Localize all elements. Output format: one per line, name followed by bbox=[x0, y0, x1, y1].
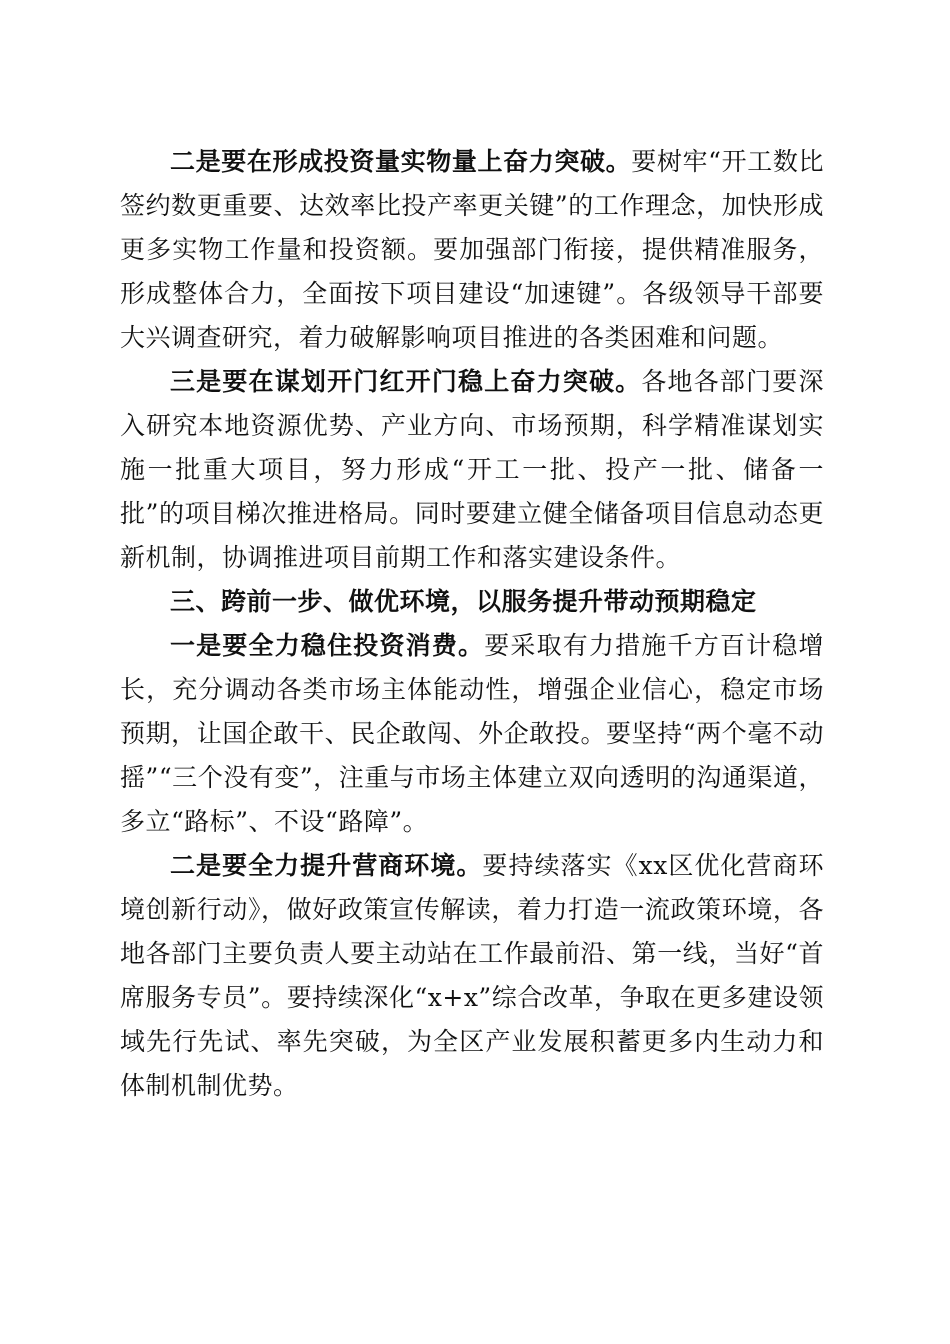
paragraph-good-start bbox=[120, 360, 824, 580]
paragraph-investment-consumption bbox=[120, 624, 824, 844]
paragraph-investment-volume bbox=[120, 140, 824, 360]
paragraph-text: 要采取有力措施千方百计稳增长，充分调动各类市场主体能动性，增强企业信心，稳定市场预期，让国企敢干、民企敢闯、外企敢投。要坚持“两个毫不动摇”“三个没有变”，注重与市场主体建立双向透明的沟通渠道，多立“路标”、不设“路障”。 bbox=[120, 631, 824, 836]
document-body bbox=[120, 140, 824, 1108]
paragraph-text: 要树牢“开工数比签约数更重要、达效率比投产率更关键”的工作理念，加快形成更多实物工作量和投资额。要加强部门衔接，提供精准服务，形成整体合力，全面按下项目建设“加速键”。各级领导干部要大兴调查研究，着力破解影响项目推进的各类困难和问题。 bbox=[120, 147, 824, 352]
paragraph-text: 各地各部门要深入研究本地资源优势、产业方向、市场预期，科学精准谋划实施一批重大项目，努力形成“开工一批、投产一批、储备一批”的项目梯次推进格局。同时要建立健全储备项目信息动态更新机制，协调推进项目前期工作和落实建设条件。 bbox=[120, 367, 824, 572]
paragraph-lead: 一是要全力稳住投资消费。 bbox=[170, 631, 485, 660]
section-heading: 三、跨前一步、做优环境，以服务提升带动预期稳定 bbox=[170, 587, 757, 616]
paragraph-lead: 三是要在谋划开门红开门稳上奋力突破。 bbox=[170, 367, 642, 396]
paragraph-lead: 二是要在形成投资量实物量上奋力突破。 bbox=[170, 147, 632, 176]
paragraph-text: 要持续落实《xx区优化营商环境创新行动》，做好政策宣传解读，着力打造一流政策环境，各地各部门主要负责人要主动站在工作最前沿、第一线，当好“首席服务专员”。要持续深化“x+x”综合改革，争取在更多建设领域先行先试、率先突破，为全区产业发展积蓄更多内生动力和体制机制优势。 bbox=[120, 851, 824, 1100]
paragraph-business-environment bbox=[120, 844, 824, 1108]
paragraph-lead: 二是要全力提升营商环境。 bbox=[170, 851, 483, 880]
